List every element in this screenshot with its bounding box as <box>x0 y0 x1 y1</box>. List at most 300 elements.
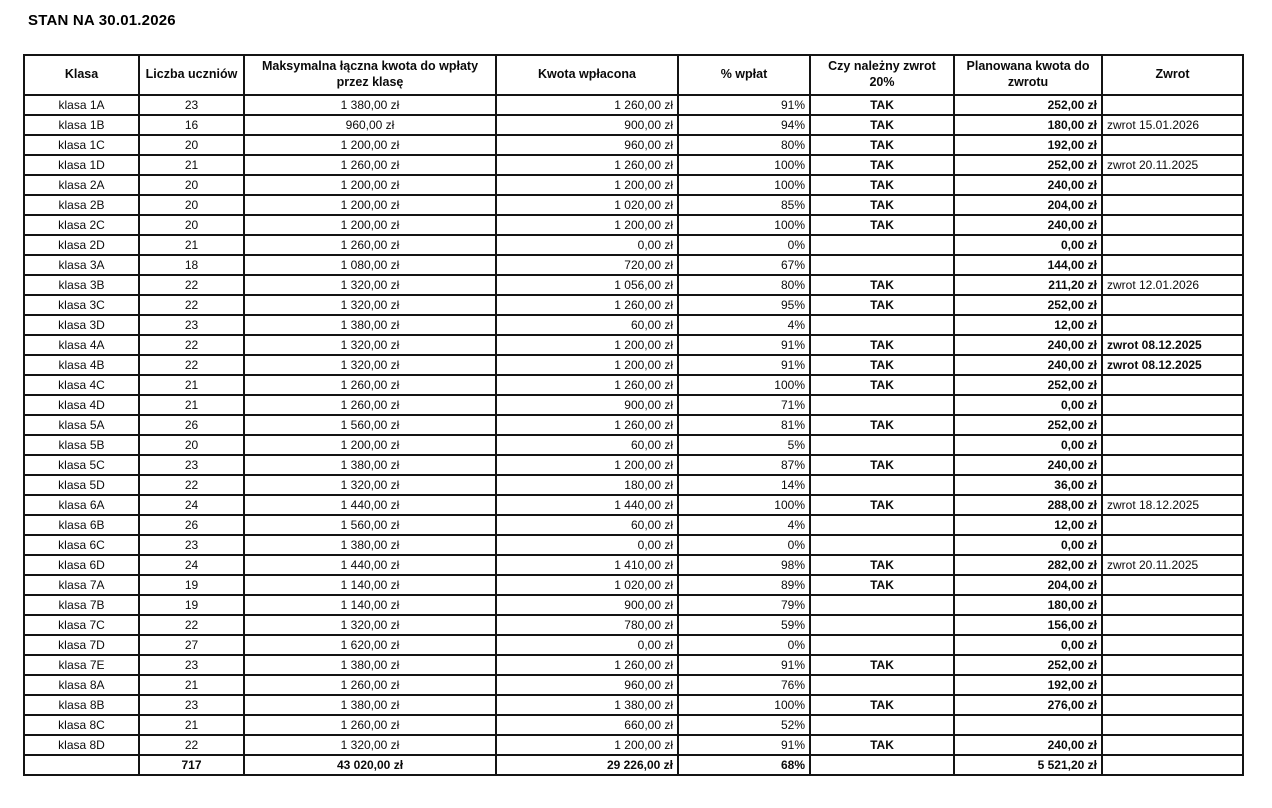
cell-liczba-uczniow: 22 <box>139 275 244 295</box>
table-row <box>24 195 1243 215</box>
cell-planowana-kwota: 252,00 zł <box>954 155 1102 175</box>
cell-liczba-uczniow: 22 <box>139 295 244 315</box>
cell-maksymalna-kwota: 1 260,00 zł <box>244 395 496 415</box>
cell-planowana-kwota: 204,00 zł <box>954 195 1102 215</box>
table-row <box>24 675 1243 695</box>
cell-planowana-kwota: 252,00 zł <box>954 415 1102 435</box>
cell-klasa: klasa 3A <box>24 255 139 275</box>
cell-maksymalna-kwota: 1 260,00 zł <box>244 235 496 255</box>
cell-procent-wplat: 91% <box>678 355 810 375</box>
cell-maksymalna-kwota: 1 260,00 zł <box>244 155 496 175</box>
cell-klasa: klasa 2A <box>24 175 139 195</box>
cell-procent-wplat: 100% <box>678 215 810 235</box>
cell-planowana-kwota: 192,00 zł <box>954 675 1102 695</box>
cell-kwota-wplacona: 1 200,00 zł <box>496 355 678 375</box>
cell-liczba-uczniow: 23 <box>139 655 244 675</box>
cell-maksymalna-kwota: 1 320,00 zł <box>244 275 496 295</box>
cell-zwrot: zwrot 20.11.2025 <box>1102 555 1243 575</box>
cell-zwrot <box>1102 95 1243 115</box>
cell-zwrot <box>1102 735 1243 755</box>
cell-liczba-uczniow: 20 <box>139 435 244 455</box>
cell-planowana-kwota <box>954 715 1102 735</box>
cell-planowana-kwota: 180,00 zł <box>954 595 1102 615</box>
cell-zwrot: zwrot 18.12.2025 <box>1102 495 1243 515</box>
table-row <box>24 355 1243 375</box>
table-row <box>24 315 1243 335</box>
cell-kwota-wplacona: 900,00 zł <box>496 115 678 135</box>
table-row <box>24 255 1243 275</box>
cell-planowana-kwota: 252,00 zł <box>954 655 1102 675</box>
cell-zwrot <box>1102 295 1243 315</box>
cell-liczba-uczniow: 20 <box>139 175 244 195</box>
total-zwrot-nalezny <box>810 755 954 775</box>
cell-maksymalna-kwota: 1 380,00 zł <box>244 655 496 675</box>
cell-liczba-uczniow: 24 <box>139 495 244 515</box>
cell-liczba-uczniow: 18 <box>139 255 244 275</box>
cell-planowana-kwota: 211,20 zł <box>954 275 1102 295</box>
cell-liczba-uczniow: 20 <box>139 215 244 235</box>
cell-zwrot <box>1102 235 1243 255</box>
column-header-liczba-uczniow: Liczba uczniów <box>139 55 244 95</box>
cell-klasa: klasa 8A <box>24 675 139 695</box>
cell-czy-nalezny-zwrot <box>810 395 954 415</box>
cell-liczba-uczniow: 19 <box>139 595 244 615</box>
cell-liczba-uczniow: 21 <box>139 235 244 255</box>
cell-zwrot: zwrot 12.01.2026 <box>1102 275 1243 295</box>
table-row <box>24 655 1243 675</box>
header-row <box>24 55 1243 95</box>
cell-liczba-uczniow: 19 <box>139 575 244 595</box>
cell-maksymalna-kwota: 1 380,00 zł <box>244 695 496 715</box>
cell-czy-nalezny-zwrot: TAK <box>810 175 954 195</box>
cell-zwrot <box>1102 315 1243 335</box>
table-row <box>24 395 1243 415</box>
column-header-planowana-kwota: Planowana kwota do zwrotu <box>954 55 1102 95</box>
cell-klasa: klasa 2C <box>24 215 139 235</box>
cell-maksymalna-kwota: 1 320,00 zł <box>244 475 496 495</box>
cell-planowana-kwota: 282,00 zł <box>954 555 1102 575</box>
cell-zwrot <box>1102 535 1243 555</box>
cell-procent-wplat: 100% <box>678 155 810 175</box>
cell-planowana-kwota: 0,00 zł <box>954 535 1102 555</box>
cell-planowana-kwota: 252,00 zł <box>954 95 1102 115</box>
table-row <box>24 115 1243 135</box>
cell-zwrot <box>1102 175 1243 195</box>
cell-liczba-uczniow: 20 <box>139 135 244 155</box>
cell-kwota-wplacona: 1 260,00 zł <box>496 415 678 435</box>
cell-kwota-wplacona: 1 260,00 zł <box>496 295 678 315</box>
cell-procent-wplat: 79% <box>678 595 810 615</box>
cell-zwrot <box>1102 435 1243 455</box>
cell-kwota-wplacona: 720,00 zł <box>496 255 678 275</box>
cell-planowana-kwota: 240,00 zł <box>954 175 1102 195</box>
cell-czy-nalezny-zwrot: TAK <box>810 455 954 475</box>
cell-kwota-wplacona: 960,00 zł <box>496 135 678 155</box>
table-row <box>24 415 1243 435</box>
cell-liczba-uczniow: 23 <box>139 455 244 475</box>
cell-czy-nalezny-zwrot: TAK <box>810 335 954 355</box>
cell-klasa: klasa 5B <box>24 435 139 455</box>
cell-planowana-kwota: 240,00 zł <box>954 735 1102 755</box>
cell-maksymalna-kwota: 1 320,00 zł <box>244 355 496 375</box>
cell-klasa: klasa 8B <box>24 695 139 715</box>
cell-procent-wplat: 4% <box>678 315 810 335</box>
cell-kwota-wplacona: 0,00 zł <box>496 635 678 655</box>
cell-zwrot <box>1102 195 1243 215</box>
cell-planowana-kwota: 36,00 zł <box>954 475 1102 495</box>
cell-liczba-uczniow: 21 <box>139 395 244 415</box>
cell-planowana-kwota: 240,00 zł <box>954 455 1102 475</box>
cell-planowana-kwota: 240,00 zł <box>954 335 1102 355</box>
cell-maksymalna-kwota: 1 260,00 zł <box>244 675 496 695</box>
cell-klasa: klasa 6A <box>24 495 139 515</box>
cell-kwota-wplacona: 1 200,00 zł <box>496 175 678 195</box>
cell-planowana-kwota: 156,00 zł <box>954 615 1102 635</box>
cell-procent-wplat: 0% <box>678 535 810 555</box>
cell-zwrot <box>1102 515 1243 535</box>
table-row <box>24 175 1243 195</box>
cell-klasa: klasa 4A <box>24 335 139 355</box>
page-title: STAN NA 30.01.2026 <box>28 12 176 29</box>
cell-zwrot <box>1102 615 1243 635</box>
cell-zwrot <box>1102 135 1243 155</box>
cell-planowana-kwota: 240,00 zł <box>954 355 1102 375</box>
table-row <box>24 295 1243 315</box>
cell-kwota-wplacona: 180,00 zł <box>496 475 678 495</box>
cell-kwota-wplacona: 900,00 zł <box>496 395 678 415</box>
cell-czy-nalezny-zwrot: TAK <box>810 275 954 295</box>
cell-kwota-wplacona: 60,00 zł <box>496 315 678 335</box>
table-row <box>24 615 1243 635</box>
cell-klasa: klasa 6B <box>24 515 139 535</box>
cell-kwota-wplacona: 60,00 zł <box>496 515 678 535</box>
cell-czy-nalezny-zwrot: TAK <box>810 655 954 675</box>
cell-zwrot <box>1102 395 1243 415</box>
cell-czy-nalezny-zwrot: TAK <box>810 735 954 755</box>
cell-zwrot: zwrot 15.01.2026 <box>1102 115 1243 135</box>
table-row <box>24 435 1243 455</box>
cell-kwota-wplacona: 1 020,00 zł <box>496 195 678 215</box>
cell-maksymalna-kwota: 1 440,00 zł <box>244 555 496 575</box>
cell-kwota-wplacona: 1 260,00 zł <box>496 375 678 395</box>
cell-procent-wplat: 85% <box>678 195 810 215</box>
cell-planowana-kwota: 192,00 zł <box>954 135 1102 155</box>
total-maksymalna: 43 020,00 zł <box>244 755 496 775</box>
cell-maksymalna-kwota: 1 560,00 zł <box>244 415 496 435</box>
cell-procent-wplat: 5% <box>678 435 810 455</box>
cell-planowana-kwota: 144,00 zł <box>954 255 1102 275</box>
cell-kwota-wplacona: 900,00 zł <box>496 595 678 615</box>
cell-planowana-kwota: 0,00 zł <box>954 235 1102 255</box>
cell-czy-nalezny-zwrot: TAK <box>810 115 954 135</box>
cell-procent-wplat: 81% <box>678 415 810 435</box>
cell-procent-wplat: 4% <box>678 515 810 535</box>
cell-zwrot: zwrot 20.11.2025 <box>1102 155 1243 175</box>
cell-procent-wplat: 98% <box>678 555 810 575</box>
cell-maksymalna-kwota: 1 200,00 zł <box>244 435 496 455</box>
cell-czy-nalezny-zwrot: TAK <box>810 195 954 215</box>
cell-kwota-wplacona: 1 440,00 zł <box>496 495 678 515</box>
cell-czy-nalezny-zwrot <box>810 715 954 735</box>
table-row <box>24 275 1243 295</box>
cell-maksymalna-kwota: 1 200,00 zł <box>244 195 496 215</box>
cell-czy-nalezny-zwrot <box>810 435 954 455</box>
cell-liczba-uczniow: 22 <box>139 335 244 355</box>
cell-klasa: klasa 5A <box>24 415 139 435</box>
cell-zwrot: zwrot 08.12.2025 <box>1102 355 1243 375</box>
cell-zwrot <box>1102 715 1243 735</box>
cell-klasa: klasa 7B <box>24 595 139 615</box>
table-row <box>24 515 1243 535</box>
cell-zwrot <box>1102 635 1243 655</box>
cell-procent-wplat: 100% <box>678 175 810 195</box>
cell-liczba-uczniow: 22 <box>139 615 244 635</box>
table-row <box>24 575 1243 595</box>
cell-maksymalna-kwota: 1 260,00 zł <box>244 375 496 395</box>
column-header-maksymalna-kwota: Maksymalna łączna kwota do wpłaty przez klasę <box>244 55 496 95</box>
column-header-klasa: Klasa <box>24 55 139 95</box>
table-row <box>24 335 1243 355</box>
cell-kwota-wplacona: 1 260,00 zł <box>496 155 678 175</box>
cell-kwota-wplacona: 1 200,00 zł <box>496 455 678 475</box>
cell-czy-nalezny-zwrot: TAK <box>810 355 954 375</box>
cell-liczba-uczniow: 27 <box>139 635 244 655</box>
cell-liczba-uczniow: 21 <box>139 675 244 695</box>
cell-czy-nalezny-zwrot: TAK <box>810 695 954 715</box>
cell-klasa: klasa 1B <box>24 115 139 135</box>
cell-planowana-kwota: 240,00 zł <box>954 215 1102 235</box>
cell-procent-wplat: 91% <box>678 655 810 675</box>
cell-klasa: klasa 1C <box>24 135 139 155</box>
cell-planowana-kwota: 0,00 zł <box>954 435 1102 455</box>
cell-planowana-kwota: 276,00 zł <box>954 695 1102 715</box>
cell-liczba-uczniow: 23 <box>139 315 244 335</box>
cell-maksymalna-kwota: 1 380,00 zł <box>244 535 496 555</box>
cell-maksymalna-kwota: 1 380,00 zł <box>244 315 496 335</box>
column-header-procent-wplat: % wpłat <box>678 55 810 95</box>
table-row <box>24 495 1243 515</box>
cell-procent-wplat: 91% <box>678 735 810 755</box>
table-row <box>24 455 1243 475</box>
table-footer <box>24 755 1243 775</box>
cell-czy-nalezny-zwrot: TAK <box>810 295 954 315</box>
table-row <box>24 235 1243 255</box>
cell-klasa: klasa 8D <box>24 735 139 755</box>
cell-klasa: klasa 4B <box>24 355 139 375</box>
cell-klasa: klasa 3B <box>24 275 139 295</box>
cell-kwota-wplacona: 1 260,00 zł <box>496 655 678 675</box>
cell-procent-wplat: 52% <box>678 715 810 735</box>
cell-maksymalna-kwota: 1 440,00 zł <box>244 495 496 515</box>
cell-kwota-wplacona: 1 056,00 zł <box>496 275 678 295</box>
cell-procent-wplat: 100% <box>678 375 810 395</box>
cell-czy-nalezny-zwrot <box>810 675 954 695</box>
cell-zwrot <box>1102 215 1243 235</box>
cell-klasa: klasa 3C <box>24 295 139 315</box>
cell-klasa: klasa 2B <box>24 195 139 215</box>
cell-maksymalna-kwota: 1 200,00 zł <box>244 135 496 155</box>
cell-czy-nalezny-zwrot <box>810 255 954 275</box>
cell-procent-wplat: 87% <box>678 455 810 475</box>
cell-liczba-uczniow: 22 <box>139 475 244 495</box>
cell-procent-wplat: 100% <box>678 495 810 515</box>
cell-klasa: klasa 1A <box>24 95 139 115</box>
table-row <box>24 695 1243 715</box>
cell-zwrot <box>1102 595 1243 615</box>
table-row <box>24 375 1243 395</box>
cell-czy-nalezny-zwrot <box>810 515 954 535</box>
cell-czy-nalezny-zwrot: TAK <box>810 95 954 115</box>
column-header-zwrot: Zwrot <box>1102 55 1243 95</box>
cell-czy-nalezny-zwrot: TAK <box>810 415 954 435</box>
cell-zwrot: zwrot 08.12.2025 <box>1102 335 1243 355</box>
cell-procent-wplat: 91% <box>678 335 810 355</box>
cell-zwrot <box>1102 675 1243 695</box>
cell-procent-wplat: 89% <box>678 575 810 595</box>
cell-maksymalna-kwota: 1 200,00 zł <box>244 175 496 195</box>
cell-kwota-wplacona: 960,00 zł <box>496 675 678 695</box>
cell-kwota-wplacona: 1 260,00 zł <box>496 95 678 115</box>
total-liczba-uczniow: 717 <box>139 755 244 775</box>
cell-liczba-uczniow: 16 <box>139 115 244 135</box>
cell-procent-wplat: 14% <box>678 475 810 495</box>
cell-czy-nalezny-zwrot <box>810 595 954 615</box>
cell-maksymalna-kwota: 1 260,00 zł <box>244 715 496 735</box>
table-row <box>24 555 1243 575</box>
cell-kwota-wplacona: 1 380,00 zł <box>496 695 678 715</box>
cell-kwota-wplacona: 780,00 zł <box>496 615 678 635</box>
cell-klasa: klasa 4D <box>24 395 139 415</box>
cell-maksymalna-kwota: 960,00 zł <box>244 115 496 135</box>
cell-procent-wplat: 80% <box>678 275 810 295</box>
table-row <box>24 475 1243 495</box>
cell-procent-wplat: 67% <box>678 255 810 275</box>
column-header-czy-nalezny-zwrot: Czy należny zwrot 20% <box>810 55 954 95</box>
cell-liczba-uczniow: 21 <box>139 375 244 395</box>
cell-kwota-wplacona: 1 020,00 zł <box>496 575 678 595</box>
cell-klasa: klasa 3D <box>24 315 139 335</box>
cell-planowana-kwota: 0,00 zł <box>954 635 1102 655</box>
cell-klasa: klasa 2D <box>24 235 139 255</box>
table-header <box>24 55 1243 95</box>
cell-planowana-kwota: 0,00 zł <box>954 395 1102 415</box>
cell-kwota-wplacona: 60,00 zł <box>496 435 678 455</box>
table-row <box>24 595 1243 615</box>
cell-liczba-uczniow: 22 <box>139 735 244 755</box>
cell-procent-wplat: 0% <box>678 235 810 255</box>
cell-planowana-kwota: 252,00 zł <box>954 375 1102 395</box>
cell-czy-nalezny-zwrot: TAK <box>810 215 954 235</box>
cell-kwota-wplacona: 1 200,00 zł <box>496 735 678 755</box>
cell-liczba-uczniow: 20 <box>139 195 244 215</box>
cell-maksymalna-kwota: 1 320,00 zł <box>244 335 496 355</box>
cell-planowana-kwota: 204,00 zł <box>954 575 1102 595</box>
cell-planowana-kwota: 12,00 zł <box>954 315 1102 335</box>
cell-kwota-wplacona: 1 200,00 zł <box>496 215 678 235</box>
cell-maksymalna-kwota: 1 320,00 zł <box>244 735 496 755</box>
cell-czy-nalezny-zwrot: TAK <box>810 375 954 395</box>
table-row <box>24 635 1243 655</box>
cell-czy-nalezny-zwrot <box>810 635 954 655</box>
total-planowana: 5 521,20 zł <box>954 755 1102 775</box>
cell-zwrot <box>1102 655 1243 675</box>
cell-zwrot <box>1102 415 1243 435</box>
cell-klasa: klasa 7D <box>24 635 139 655</box>
cell-maksymalna-kwota: 1 380,00 zł <box>244 95 496 115</box>
cell-klasa: klasa 6C <box>24 535 139 555</box>
column-header-kwota-wplacona: Kwota wpłacona <box>496 55 678 95</box>
cell-klasa: klasa 1D <box>24 155 139 175</box>
payments-table <box>23 54 1244 776</box>
table-row <box>24 215 1243 235</box>
cell-czy-nalezny-zwrot <box>810 315 954 335</box>
cell-klasa: klasa 4C <box>24 375 139 395</box>
cell-liczba-uczniow: 23 <box>139 695 244 715</box>
cell-liczba-uczniow: 23 <box>139 95 244 115</box>
table-row <box>24 135 1243 155</box>
cell-procent-wplat: 71% <box>678 395 810 415</box>
cell-procent-wplat: 59% <box>678 615 810 635</box>
cell-klasa: klasa 7E <box>24 655 139 675</box>
cell-czy-nalezny-zwrot: TAK <box>810 155 954 175</box>
cell-czy-nalezny-zwrot <box>810 475 954 495</box>
table-body <box>24 95 1243 755</box>
cell-kwota-wplacona: 0,00 zł <box>496 535 678 555</box>
cell-maksymalna-kwota: 1 320,00 zł <box>244 295 496 315</box>
table-row <box>24 535 1243 555</box>
cell-procent-wplat: 80% <box>678 135 810 155</box>
cell-klasa: klasa 8C <box>24 715 139 735</box>
cell-czy-nalezny-zwrot: TAK <box>810 555 954 575</box>
cell-procent-wplat: 0% <box>678 635 810 655</box>
cell-procent-wplat: 94% <box>678 115 810 135</box>
cell-liczba-uczniow: 21 <box>139 715 244 735</box>
cell-liczba-uczniow: 26 <box>139 415 244 435</box>
cell-kwota-wplacona: 1 200,00 zł <box>496 335 678 355</box>
cell-liczba-uczniow: 21 <box>139 155 244 175</box>
cell-liczba-uczniow: 22 <box>139 355 244 375</box>
cell-klasa: klasa 6D <box>24 555 139 575</box>
cell-maksymalna-kwota: 1 380,00 zł <box>244 455 496 475</box>
cell-klasa: klasa 5C <box>24 455 139 475</box>
cell-zwrot <box>1102 575 1243 595</box>
cell-zwrot <box>1102 475 1243 495</box>
cell-czy-nalezny-zwrot <box>810 535 954 555</box>
cell-czy-nalezny-zwrot <box>810 615 954 635</box>
cell-czy-nalezny-zwrot <box>810 235 954 255</box>
cell-maksymalna-kwota: 1 620,00 zł <box>244 635 496 655</box>
cell-procent-wplat: 76% <box>678 675 810 695</box>
cell-planowana-kwota: 12,00 zł <box>954 515 1102 535</box>
table-row <box>24 155 1243 175</box>
cell-liczba-uczniow: 26 <box>139 515 244 535</box>
cell-zwrot <box>1102 255 1243 275</box>
cell-maksymalna-kwota: 1 200,00 zł <box>244 215 496 235</box>
cell-kwota-wplacona: 660,00 zł <box>496 715 678 735</box>
cell-planowana-kwota: 252,00 zł <box>954 295 1102 315</box>
cell-klasa: klasa 5D <box>24 475 139 495</box>
cell-kwota-wplacona: 0,00 zł <box>496 235 678 255</box>
cell-procent-wplat: 95% <box>678 295 810 315</box>
table-row <box>24 715 1243 735</box>
table-row <box>24 95 1243 115</box>
totals-row <box>24 755 1243 775</box>
cell-maksymalna-kwota: 1 320,00 zł <box>244 615 496 635</box>
cell-procent-wplat: 100% <box>678 695 810 715</box>
cell-zwrot <box>1102 375 1243 395</box>
cell-liczba-uczniow: 23 <box>139 535 244 555</box>
cell-czy-nalezny-zwrot: TAK <box>810 575 954 595</box>
